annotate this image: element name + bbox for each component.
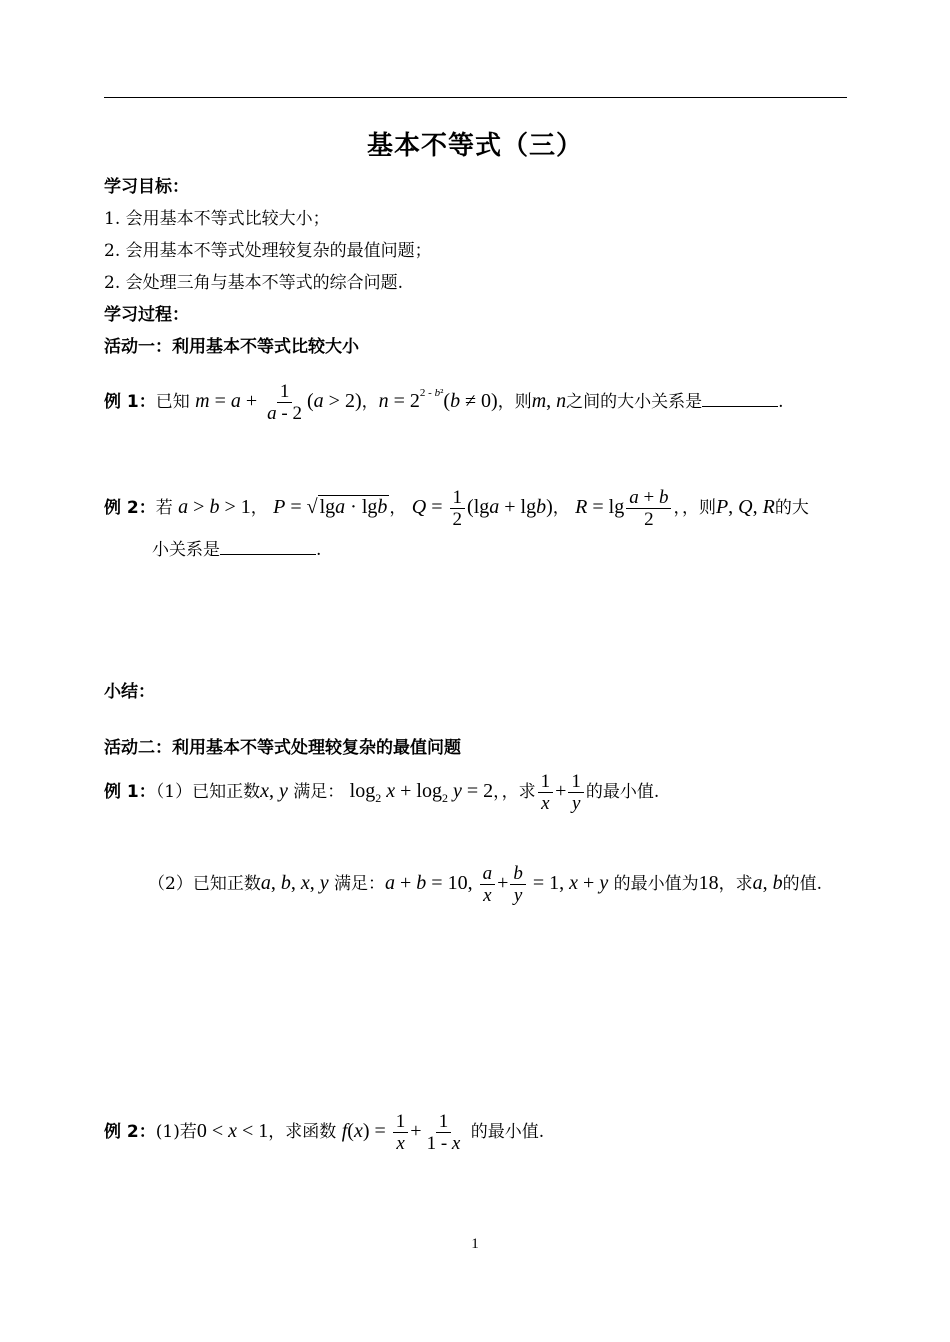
example-label: 例 1： <box>104 782 156 802</box>
math-fraction: $\frac{1}{1 - x}$ <box>426 1111 461 1154</box>
example-label: 例 2： <box>104 498 156 518</box>
activity2-example1-part1: 例 1：（1）已知正数x, y 满足： $\log_2 x + \log_2 y = 2$，，求 $\frac{1}{x}$ + $\frac{1}{y}$ 的最小值. <box>104 771 660 814</box>
goal-item-3: 2. 会处理三角与基本不等式的综合问题. <box>104 273 404 293</box>
answer-blank[interactable] <box>220 554 316 555</box>
math-fraction: $\frac{a + b}{2}$ <box>626 487 671 530</box>
math-sqrt: lga · lgb <box>319 496 388 518</box>
summary-label: 小结： <box>104 682 155 702</box>
page-title: 基本不等式（三） <box>366 131 583 161</box>
activity1-example1: 例 1：已知 m = a + $\frac{1}{a - 2}$ (a > 2)，$n = 2^{2 - b^2}(b \ne 0)$，则m, n之间的大小关系是 . <box>104 381 784 424</box>
activity2-heading: 活动二：利用基本不等式处理较复杂的最值问题 <box>104 738 461 758</box>
math-fraction: $\frac{b}{y}$ <box>510 863 526 906</box>
page-number: 1 <box>471 1236 479 1252</box>
example-label: 例 2： <box>104 1122 156 1142</box>
math-fraction: $\frac{1}{x}$ <box>393 1111 409 1154</box>
math-fraction: $\frac{1}{x}$ <box>538 771 554 814</box>
math-fraction: $\frac{1}{a - 2}$ <box>267 381 302 424</box>
answer-blank[interactable] <box>702 406 778 407</box>
activity1-example2: 例 2：若 a > b > 1， P = √ lga · lgb ， Q = $\frac{1}{2}$ (lga + lgb)， R = lg $\frac{a + b}{2}$ ，，则P, Q, R的大 <box>104 487 809 530</box>
goal-item-2: 2. 会用基本不等式处理较复杂的最值问题； <box>104 241 432 261</box>
activity2-example2: 例 2：(1)若0 < x < 1，求函数 f(x) = $\frac{1}{x}$ + $\frac{1}{1 - x}$ 的最小值. <box>104 1111 545 1154</box>
activity2-example1-part2: （2）已知正数a, b, x, y 满足：a + b = 10, $\frac{a}{x}$ + $\frac{b}{y}$ = 1, x + y 的最小值为18，求a, b的值. <box>148 863 823 906</box>
math-fraction: $\frac{1}{2}$ <box>450 487 466 530</box>
activity1-heading: 活动一：利用基本不等式比较大小 <box>104 337 359 357</box>
math-expression: m <box>195 390 210 412</box>
math-fraction: $\frac{1}{y}$ <box>568 771 584 814</box>
goals-heading: 学习目标： <box>104 177 189 197</box>
goal-item-1: 1. 会用基本不等式比较大小； <box>104 209 330 229</box>
process-heading: 学习过程： <box>104 305 189 325</box>
example-label: 例 1： <box>104 392 156 412</box>
math-fraction: $\frac{a}{x}$ <box>480 863 496 906</box>
activity1-example2-line2: 小关系是 . <box>152 540 322 560</box>
header-rule <box>104 97 847 98</box>
